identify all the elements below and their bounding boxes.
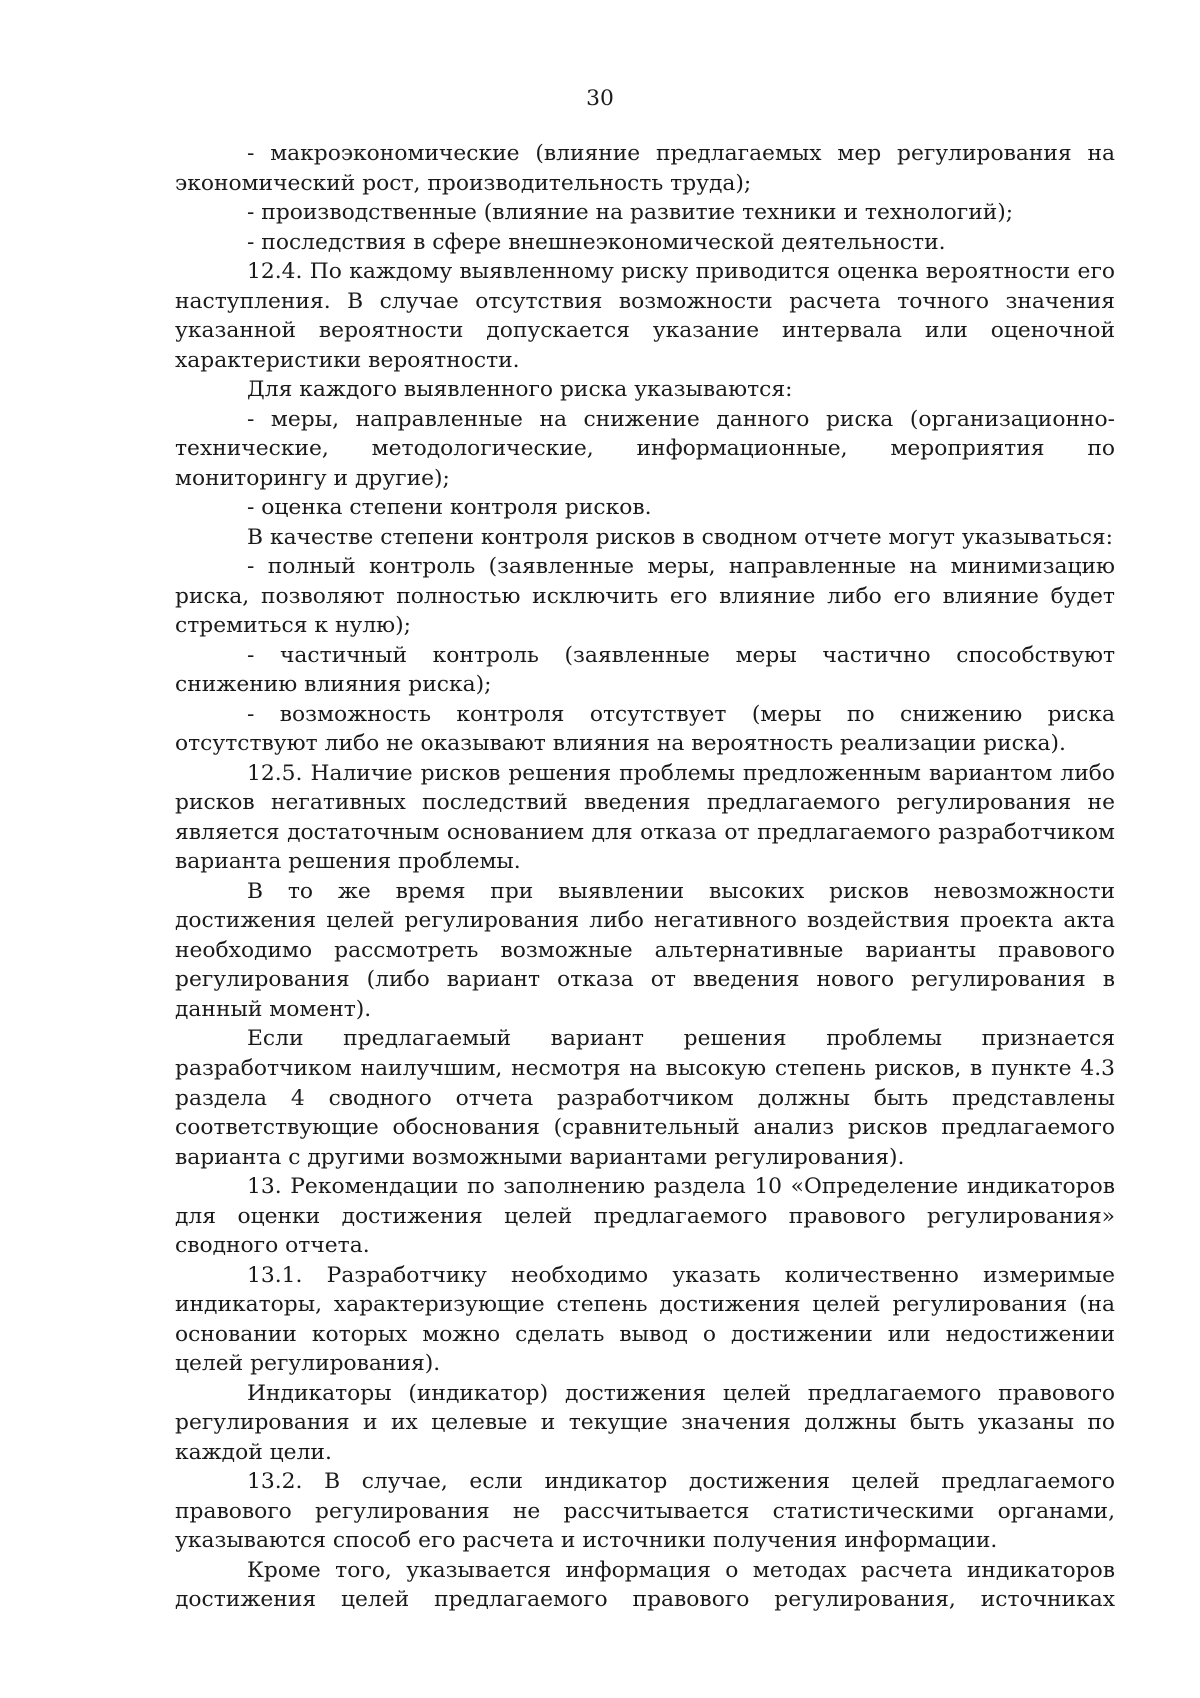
page-number: 30 xyxy=(586,86,614,111)
paragraph: - возможность контроля отсутствует (меры по снижению риска отсутствуют либо не оказывают влияния на вероятность реализации риска). xyxy=(175,701,1115,757)
paragraph: - меры, направленные на снижение данного риска (организационно-технические, методологические, информационные, мероприятия по мониторингу и другие); xyxy=(175,406,1115,491)
paragraph: Кроме того, указывается информация о методах расчета индикаторов достижения целей предлагаемого правового регулирования, источниках xyxy=(175,1557,1115,1613)
paragraph: 12.5. Наличие рисков решения проблемы предложенным вариантом либо рисков негативных последствий введения предлагаемого регулирования не является достаточным основанием для отказа от предлагаемого разработчиком варианта решения проблемы. xyxy=(175,760,1115,875)
paragraph: Если предлагаемый вариант решения проблемы признается разработчиком наилучшим, несмотря на высокую степень рисков, в пункте 4.3 раздела 4 сводного отчета разработчиком должны быть представлены соответствующие обоснования (сравнительный анализ рисков предлагаемого варианта с другими возможными вариантами регулирования). xyxy=(175,1026,1115,1170)
paragraph: Для каждого выявленного риска указываются: xyxy=(247,377,793,403)
paragraph: 13. Рекомендации по заполнению раздела 10 «Определение индикаторов для оценки достижения целей предлагаемого правового регулирования» сводного отчета. xyxy=(175,1174,1115,1259)
paragraph: - последствия в сфере внешнеэкономической деятельности. xyxy=(247,229,946,255)
paragraph: - полный контроль (заявленные меры, направленные на минимизацию риска, позволяют полностью исключить его влияние либо его влияние будет стремиться к нулю); xyxy=(175,554,1115,639)
paragraph: - оценка степени контроля рисков. xyxy=(247,495,652,521)
paragraph: - макроэкономические (влияние предлагаемых мер регулирования на экономический рост, производительность труда); xyxy=(175,141,1115,196)
paragraph: 13.1. Разработчику необходимо указать количественно измеримые индикаторы, характеризующие степень достижения целей регулирования (на основании которых можно сделать вывод о достижении или недостижении целей регулирования). xyxy=(175,1262,1115,1377)
document-body xyxy=(175,139,1115,1615)
paragraph: В качестве степени контроля рисков в сводном отчете могут указываться: xyxy=(247,524,1114,550)
paragraph: 12.4. По каждому выявленному риску приводится оценка вероятности его наступления. В случае отсутствия возможности расчета точного значения указанной вероятности допускается указание интервала или оценочной характеристики вероятности. xyxy=(175,259,1115,373)
paragraph: 13.2. В случае, если индикатор достижения целей предлагаемого правового регулирования не рассчитывается статистическими органами, указываются способ его расчета и источники получения информации. xyxy=(175,1469,1115,1554)
paragraph: - частичный контроль (заявленные меры частично способствуют снижению влияния риска); xyxy=(175,642,1115,698)
paragraph: Индикаторы (индикатор) достижения целей предлагаемого правового регулирования и их целевые и текущие значения должны быть указаны по каждой цели. xyxy=(175,1380,1115,1465)
paragraph: - производственные (влияние на развитие техники и технологий); xyxy=(247,200,1014,226)
paragraph: В то же время при выявлении высоких рисков невозможности достижения целей регулирования либо негативного воздействия проекта акта необходимо рассмотреть возможные альтернативные варианты правового регулирования (либо вариант отказа от введения нового регулирования в данный момент). xyxy=(175,878,1115,1022)
